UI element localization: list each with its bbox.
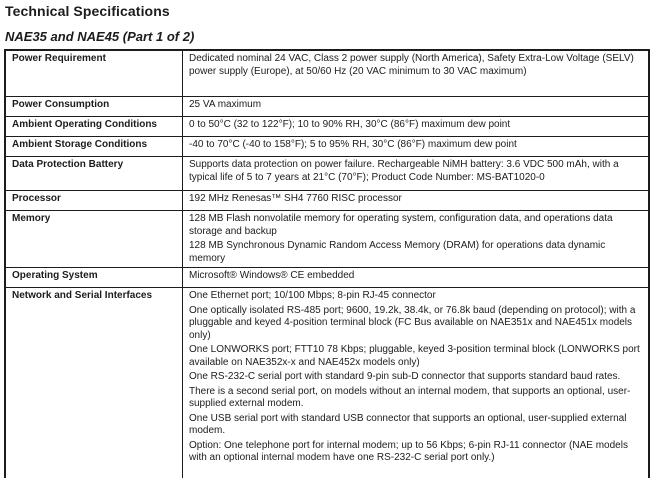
spec-paragraph: 128 MB Flash nonvolatile memory for operating system, configuration data, and operations data storage and backup [189,213,613,237]
spec-label: Ambient Operating Conditions [5,117,183,137]
spec-paragraph: Dedicated nominal 24 VAC, Class 2 power supply (North America), Safety Extra-Low Voltage (SELV) power supply (Europe), at 50/60 Hz (20 VAC minimum to 30 VAC maximum) [189,53,634,77]
spec-label: Network and Serial Interfaces [5,288,183,478]
table-row [5,288,649,478]
spec-value [183,211,650,268]
spec-paragraph: One USB serial port with standard USB connector that supports an optional, user-supplied external modem. [189,412,627,436]
spec-paragraph: 25 VA maximum [189,99,262,110]
table-row [5,211,649,268]
spec-paragraph: -40 to 70°C (-40 to 158°F); 5 to 95% RH, 30°C (86°F) maximum dew point [189,139,517,150]
spec-label: Processor [5,191,183,211]
spec-paragraph: Microsoft® Windows® CE embedded [189,270,355,281]
spec-value [183,288,650,478]
spec-value [183,97,650,117]
spec-value [183,191,650,211]
table-row [5,191,649,211]
spec-value [183,50,650,97]
spec-label: Ambient Storage Conditions [5,137,183,157]
spec-label: Power Requirement [5,50,183,97]
spec-value [183,157,650,191]
spec-paragraph: 192 MHz Renesas™ SH4 7760 RISC processor [189,193,402,204]
spec-paragraph: Supports data protection on power failure. Rechargeable NiMH battery: 3.6 VDC 500 mAh, with a typical life of 5 to 7 years at 21°C (70°F); Product Code Number: MS-BAT1020-0 [189,159,619,183]
table-row [5,97,649,117]
spec-label: Operating System [5,268,183,288]
spec-paragraph: There is a second serial port, on models without an internal modem, that supports an optional, user-supplied external modem. [189,385,631,409]
spec-label: Power Consumption [5,97,183,117]
page-title: Technical Specifications [5,3,170,19]
spec-table [4,49,650,478]
table-row [5,137,649,157]
table-row [5,268,649,288]
spec-paragraph: Option: One telephone port for internal modem; up to 56 Kbps; 6-pin RJ-11 connector (NAE models with an optional internal modem have one RS-232-C serial port only.) [189,439,628,463]
table-row [5,117,649,137]
spec-paragraph: One RS-232-C serial port with standard 9-pin sub-D connector that supports standard baud rates. [189,371,621,382]
section-subtitle: NAE35 and NAE45 (Part 1 of 2) [5,29,195,44]
table-row [5,50,649,97]
table-row [5,157,649,191]
spec-paragraph: One LONWORKS port; FTT10 78 Kbps; pluggable, keyed 3-position terminal block (LONWORKS port available on NAE352x-x and NAE452x models only) [189,344,640,368]
spec-paragraph: 128 MB Synchronous Dynamic Random Access Memory (DRAM) for operations data dynamic memory [189,240,606,264]
spec-paragraph: 0 to 50°C (32 to 122°F); 10 to 90% RH, 30°C (86°F) maximum dew point [189,119,511,130]
spec-value [183,268,650,288]
spec-paragraph: One Ethernet port; 10/100 Mbps; 8-pin RJ-45 connector [189,290,436,301]
spec-label: Data Protection Battery [5,157,183,191]
spec-value [183,117,650,137]
spec-label: Memory [5,211,183,268]
spec-value [183,137,650,157]
spec-paragraph: One optically isolated RS-485 port; 9600, 19.2k, 38.4k, or 76.8k baud (depending on protocol); with a pluggable and keyed 4-position terminal block (FC Bus available on NAE351x and NAE451x models only) [189,304,636,341]
